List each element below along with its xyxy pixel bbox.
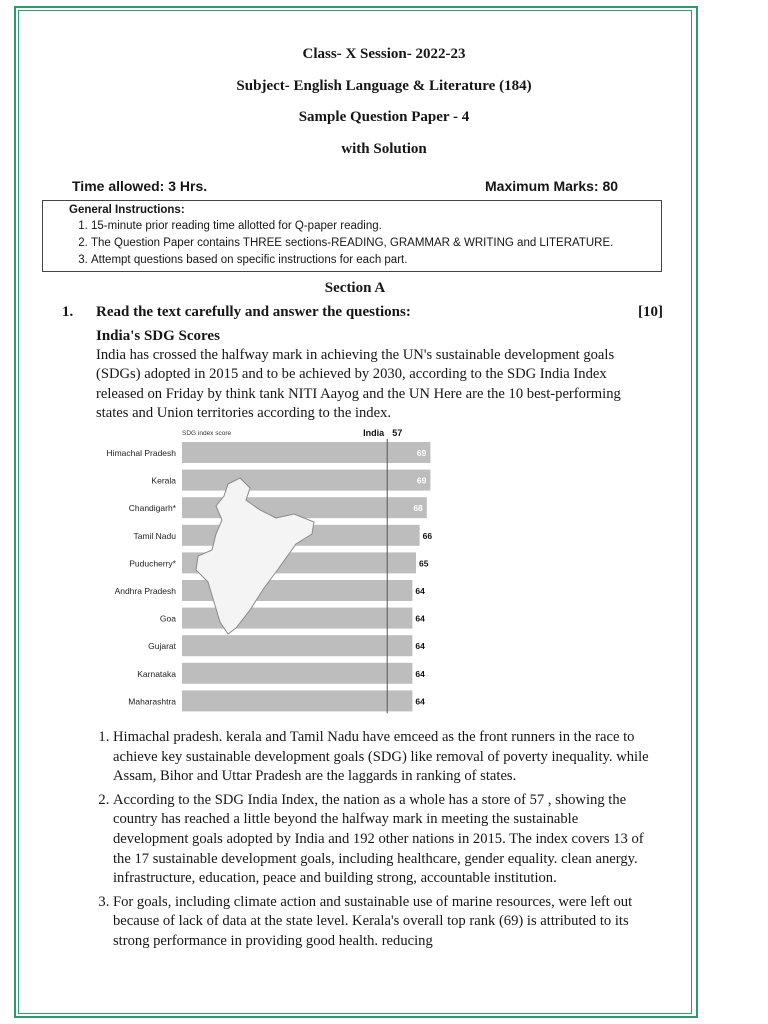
data-label: 64 <box>415 641 425 652</box>
data-label: 68 <box>413 503 423 514</box>
instructions-list <box>69 218 661 269</box>
category-label: Kerala <box>151 475 176 486</box>
reference-value: 57 <box>392 428 403 438</box>
category-label: Andhra Pradesh <box>114 586 176 596</box>
data-label: 64 <box>415 696 425 707</box>
instruction-item: 1. 15-minute prior reading time allotted for Q-paper reading. <box>91 218 661 235</box>
instructions-title: General Instructions: <box>69 204 185 216</box>
chart-title: SDG index score <box>182 430 232 437</box>
instruction-item: 2. The Question Paper contains THREE sections-READING, GRAMMAR & WRITING and LITERATURE. <box>91 235 661 252</box>
list-item: 1. Himachal pradesh. kerala and Tamil Nadu have emceed as the front runners in the race to achieve key sustainable development goals (SDG) like removal of poverty inequality. while Assam, Bihor and Uttar Pradesh are the laggards in ranking of states. <box>113 728 653 787</box>
category-label: Chandigarh* <box>128 503 176 514</box>
time-allowed: Time allowed: 3 Hrs. <box>72 178 208 194</box>
data-label: 65 <box>419 558 429 569</box>
category-label: Gujarat <box>148 641 176 652</box>
chart-bar <box>182 470 430 491</box>
data-label: 66 <box>422 530 433 541</box>
passage-points <box>96 728 653 956</box>
data-label: 64 <box>415 586 425 596</box>
instruction-item: 3. Attempt questions based on specific instructions for each part. <box>91 252 661 269</box>
chart-bar <box>182 663 412 684</box>
chart-bar <box>182 635 412 656</box>
paper-title: Sample Question Paper - 4 <box>298 109 470 125</box>
category-label: Puducherry* <box>129 558 176 569</box>
question-number: 1. <box>62 304 74 320</box>
chart-bar <box>182 442 430 463</box>
general-instructions <box>42 200 662 272</box>
question-marks: [10] <box>638 304 663 320</box>
solution-note: with Solution <box>341 141 427 157</box>
data-label: 69 <box>416 475 427 486</box>
data-label: 69 <box>416 448 427 458</box>
category-label: Himachal Pradesh <box>106 448 176 458</box>
passage-text: India has crossed the halfway mark in achieving the UN's sustainable development goals (SDGs) adopted in 2015 and to be achieved by 2030, according to the SDG India Index released on Friday by think tank NITI Aayog and the UN Here are the 10 best-performing states and Union territories according to the index. <box>96 347 621 421</box>
data-label: 64 <box>415 668 425 679</box>
class-session: Class- X Session- 2022-23 <box>302 46 466 62</box>
passage-title: India's SDG Scores <box>96 328 220 344</box>
category-label: Karnataka <box>137 668 176 679</box>
list-item: 2. According to the SDG India Index, the nation as a whole has a store of 57 , showing the country has reached a little beyond the halfway mark in meeting the sustainable development goals adopted by India and 192 other nations in 2015. The index covers 13 of the 17 sustainable development goals, including healthcare, gender equality. clean anergy. infrastructure, education, peace and building strong, accountable institution. <box>113 791 653 889</box>
sdg-bar-chart <box>90 422 433 718</box>
category-label: Maharashtra <box>128 696 176 707</box>
list-item: 3. For goals, including climate action and sustainable use of marine resources, were left out because of lack of data at the state level. Kerala's overall top rank (69) is attributed to its strong performance in providing good health. reducing <box>113 893 653 952</box>
question-text: Read the text carefully and answer the questions: <box>96 304 411 320</box>
subject-title: Subject- English Language & Literature (184) <box>236 78 532 94</box>
data-label: 64 <box>415 613 425 624</box>
maximum-marks: Maximum Marks: 80 <box>485 178 619 194</box>
reference-label: India <box>363 428 385 438</box>
category-label: Tamil Nadu <box>133 530 176 541</box>
category-label: Goa <box>159 613 176 624</box>
section-heading: Section A <box>324 280 386 296</box>
chart-bar <box>182 690 412 711</box>
